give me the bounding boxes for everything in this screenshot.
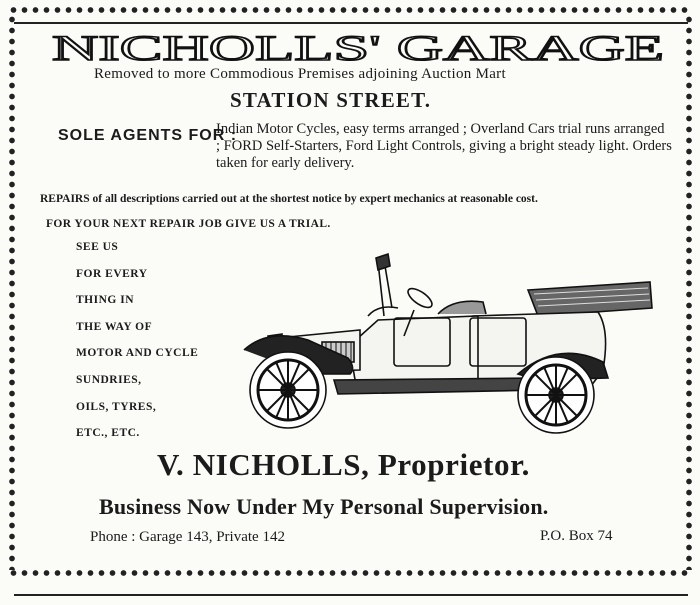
- advert-subtitle: Removed to more Commodious Premises adjoining Auction Mart: [94, 66, 506, 82]
- side-list-item: ETC., ETC.: [76, 427, 140, 440]
- svg-text:NICHOLLS' GARAGE: NICHOLLS' GARAGE: [52, 30, 664, 68]
- top-rule: [14, 22, 688, 24]
- business-statement: Business Now Under My Personal Supervision.: [99, 494, 549, 519]
- touring-car-illustration: [238, 250, 658, 440]
- advert-title: [48, 30, 668, 70]
- border-bottom: [8, 567, 692, 579]
- side-list-item: THING IN: [76, 294, 134, 307]
- street-name: STATION STREET.: [230, 88, 432, 112]
- side-list-item: MOTOR AND CYCLE: [76, 347, 199, 360]
- side-list-item: SUNDRIES,: [76, 373, 142, 386]
- repairs-line: REPAIRS of all descriptions carried out at the shortest notice by expert mechanics at reasonable cost.: [40, 193, 538, 205]
- side-list-item: FOR EVERY: [76, 267, 148, 280]
- border-top: [8, 4, 692, 16]
- agents-text: Indian Motor Cycles, easy terms arranged ; Overland Cars trial runs arranged ; FORD Self-Starters, Ford Light Controls, giving a bright steady light. Orders taken for early delivery.: [216, 121, 672, 171]
- agents-label: SOLE AGENTS FOR :: [58, 127, 238, 144]
- side-list: [76, 241, 198, 454]
- side-list-item: OILS, TYRES,: [76, 400, 157, 413]
- po-box: P.O. Box 74: [540, 528, 613, 544]
- side-list-item: SEE US: [76, 241, 119, 253]
- proprietor-name: V. NICHOLLS, Proprietor.: [157, 447, 530, 482]
- bottom-rule: [14, 594, 688, 596]
- border-left: [6, 14, 18, 570]
- border-right: [683, 14, 695, 570]
- trial-line: FOR YOUR NEXT REPAIR JOB GIVE US A TRIAL.: [46, 218, 331, 230]
- side-list-item: THE WAY OF: [76, 320, 153, 333]
- phone-numbers: Phone : Garage 143, Private 142: [90, 529, 285, 545]
